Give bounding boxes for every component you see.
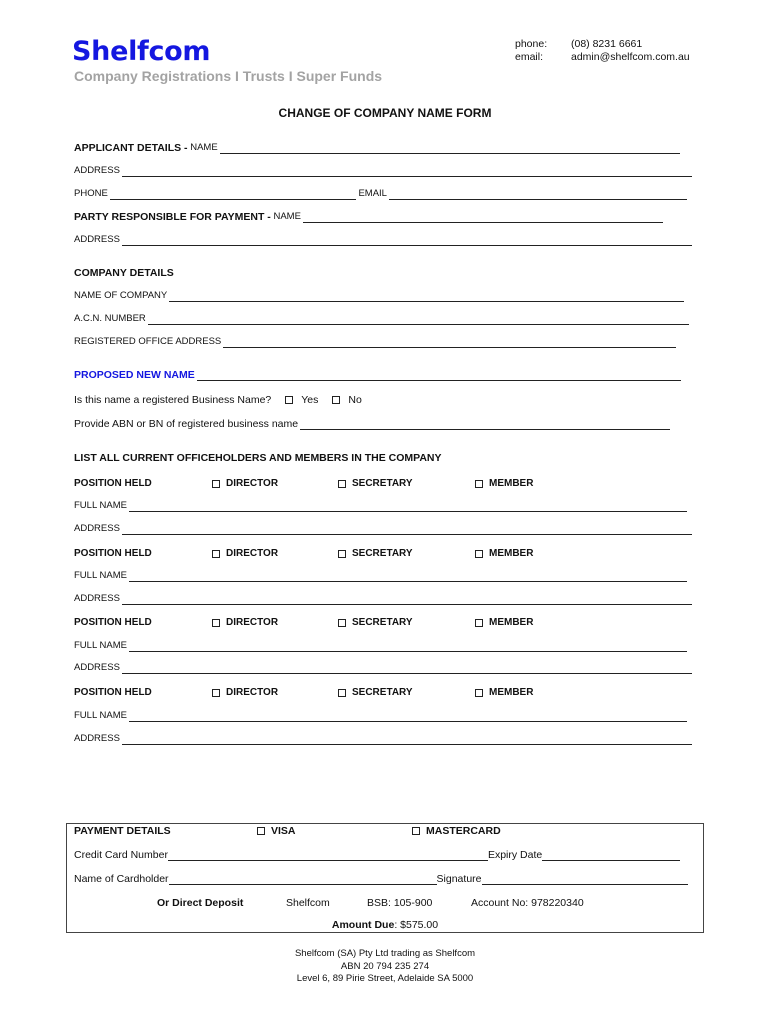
applicant-email-label: EMAIL	[358, 188, 387, 199]
officeholder-1-name-row	[74, 500, 687, 512]
proposed-name-heading: PROPOSED NEW NAME	[74, 369, 195, 381]
applicant-address-label: ADDRESS	[74, 165, 120, 176]
payer-address-field[interactable]	[122, 235, 692, 246]
full-name-label: FULL NAME	[74, 640, 127, 651]
expiry-field[interactable]	[542, 850, 680, 861]
cardholder-label: Name of Cardholder	[74, 873, 169, 885]
contact-block	[515, 38, 690, 64]
no-option[interactable]	[332, 394, 361, 406]
payer-heading: PARTY RESPONSIBLE FOR PAYMENT -	[74, 211, 271, 223]
position-held-label: POSITION HELD	[74, 548, 152, 559]
member-label: MEMBER	[489, 687, 534, 698]
full-name-label: FULL NAME	[74, 500, 127, 511]
secretary-checkbox[interactable]	[338, 550, 346, 558]
payer-name-field[interactable]	[303, 212, 663, 223]
visa-checkbox[interactable]	[257, 827, 265, 835]
applicant-name-field[interactable]	[220, 143, 680, 154]
yes-label: Yes	[301, 394, 319, 406]
address-label: ADDRESS	[74, 662, 120, 673]
secretary-option[interactable]	[338, 617, 413, 628]
abn-field[interactable]	[300, 419, 670, 430]
card-number-label: Credit Card Number	[74, 849, 168, 861]
abn-row	[74, 418, 670, 430]
applicant-name-label: NAME	[190, 142, 218, 153]
member-label: MEMBER	[489, 548, 534, 559]
applicant-email-field[interactable]	[389, 189, 687, 200]
brand-tagline: Company Registrations I Trusts I Super Funds	[74, 68, 383, 84]
director-label: DIRECTOR	[226, 548, 279, 559]
no-checkbox[interactable]	[332, 396, 340, 404]
acn-field[interactable]	[148, 314, 689, 325]
member-option[interactable]	[475, 617, 533, 628]
secretary-option[interactable]	[338, 548, 413, 559]
footer-company: Shelfcom (SA) Pty Ltd trading as Shelfcom	[294, 948, 476, 959]
secretary-label: SECRETARY	[352, 478, 413, 489]
full-name-label: FULL NAME	[74, 710, 127, 721]
deposit-account-number: Account No: 978220340	[471, 897, 584, 909]
member-label: MEMBER	[489, 478, 534, 489]
position-held-label: POSITION HELD	[74, 478, 152, 489]
officeholder-4-name-field[interactable]	[129, 711, 687, 722]
secretary-option[interactable]	[338, 478, 413, 489]
member-checkbox[interactable]	[475, 550, 483, 558]
secretary-checkbox[interactable]	[338, 480, 346, 488]
director-checkbox[interactable]	[212, 550, 220, 558]
member-label: MEMBER	[489, 617, 534, 628]
expiry-label: Expiry Date	[487, 849, 543, 861]
officeholder-3-name-field[interactable]	[129, 641, 687, 652]
member-option[interactable]	[475, 687, 533, 698]
officeholder-1-address-row	[74, 523, 692, 535]
cardholder-field[interactable]	[169, 874, 437, 885]
cardholder-row	[74, 873, 688, 885]
direct-deposit-label: Or Direct Deposit	[157, 897, 244, 909]
address-label: ADDRESS	[74, 593, 120, 604]
director-option[interactable]	[212, 687, 278, 698]
officeholder-3-name-row	[74, 640, 687, 652]
mastercard-option[interactable]	[412, 825, 501, 837]
brand-logo: Shelfcom	[72, 36, 211, 67]
applicant-heading: APPLICANT DETAILS -	[74, 142, 188, 154]
member-option[interactable]	[475, 478, 533, 489]
officeholders-heading: LIST ALL CURRENT OFFICEHOLDERS AND MEMBERS IN THE COMPANY	[74, 452, 442, 464]
director-label: DIRECTOR	[226, 617, 279, 628]
applicant-name-row	[74, 142, 680, 154]
email-value: admin@shelfcom.com.au	[571, 51, 690, 63]
applicant-address-row	[74, 165, 692, 177]
officeholder-3-address-row	[74, 662, 692, 674]
director-checkbox[interactable]	[212, 689, 220, 697]
email-label: email:	[515, 51, 544, 63]
officeholder-2-name-row	[74, 570, 687, 582]
visa-label: VISA	[271, 825, 296, 837]
officeholder-2-name-field[interactable]	[129, 571, 687, 582]
secretary-option[interactable]	[338, 687, 413, 698]
deposit-bsb: BSB: 105-900	[367, 897, 433, 909]
footer-address: Level 6, 89 Pirie Street, Adelaide SA 5000	[296, 973, 474, 984]
payer-address-label: ADDRESS	[74, 234, 120, 245]
mastercard-label: MASTERCARD	[426, 825, 501, 837]
signature-label: Signature	[436, 873, 482, 885]
yes-checkbox[interactable]	[285, 396, 293, 404]
payer-address-row	[74, 234, 692, 246]
member-option[interactable]	[475, 548, 533, 559]
payer-name-row	[74, 211, 663, 223]
phone-label: phone:	[515, 38, 548, 50]
position-held-label: POSITION HELD	[74, 687, 152, 698]
director-option[interactable]	[212, 548, 278, 559]
proposed-name-row	[74, 369, 681, 381]
officeholder-2-address-field[interactable]	[122, 594, 692, 605]
acn-row	[74, 313, 689, 325]
officeholder-4-address-row	[74, 733, 692, 745]
secretary-label: SECRETARY	[352, 687, 413, 698]
officeholder-4-address-field[interactable]	[122, 734, 692, 745]
applicant-phone-label: PHONE	[74, 188, 108, 199]
address-label: ADDRESS	[74, 523, 120, 534]
officeholder-4-position-row	[74, 687, 694, 700]
officeholder-2-address-row	[74, 593, 692, 605]
officeholder-4-name-row	[74, 710, 687, 722]
payment-box	[66, 823, 704, 933]
secretary-label: SECRETARY	[352, 617, 413, 628]
company-heading: COMPANY DETAILS	[74, 267, 174, 279]
company-name-field[interactable]	[169, 291, 684, 302]
abn-label: Provide ABN or BN of registered business name	[74, 418, 299, 430]
member-checkbox[interactable]	[475, 619, 483, 627]
company-name-label: NAME OF COMPANY	[74, 290, 168, 301]
director-checkbox[interactable]	[212, 480, 220, 488]
payment-heading: PAYMENT DETAILS	[74, 825, 171, 837]
director-label: DIRECTOR	[226, 478, 279, 489]
business-name-question-row	[74, 394, 362, 406]
proposed-name-field[interactable]	[197, 370, 681, 381]
registered-office-label: REGISTERED OFFICE ADDRESS	[74, 336, 222, 347]
footer	[0, 948, 770, 986]
applicant-contact-row	[74, 188, 687, 200]
visa-option[interactable]	[257, 825, 296, 837]
registered-office-row	[74, 336, 676, 348]
director-option[interactable]	[212, 478, 278, 489]
officeholder-2-position-row	[74, 548, 694, 561]
applicant-address-field[interactable]	[122, 166, 692, 177]
form-title: CHANGE OF COMPANY NAME FORM	[278, 106, 492, 120]
applicant-phone-field[interactable]	[110, 189, 356, 200]
business-name-question: Is this name a registered Business Name?	[74, 394, 272, 406]
amount-due-value: : $575.00	[394, 919, 439, 931]
director-label: DIRECTOR	[226, 687, 279, 698]
officeholder-3-address-field[interactable]	[122, 663, 692, 674]
deposit-account-name: Shelfcom	[286, 897, 330, 909]
company-name-row	[74, 290, 684, 302]
registered-office-field[interactable]	[223, 337, 676, 348]
officeholder-1-name-field[interactable]	[129, 501, 687, 512]
acn-label: A.C.N. NUMBER	[74, 313, 146, 324]
footer-abn: ABN 20 794 235 274	[340, 960, 430, 972]
officeholder-1-position-row	[74, 478, 694, 491]
secretary-checkbox[interactable]	[338, 689, 346, 697]
payer-name-label: NAME	[273, 211, 301, 222]
mastercard-checkbox[interactable]	[412, 827, 420, 835]
amount-due-label: Amount Due	[331, 919, 395, 931]
secretary-label: SECRETARY	[352, 548, 413, 559]
yes-option[interactable]	[285, 394, 318, 406]
card-number-field[interactable]	[168, 850, 488, 861]
no-label: No	[348, 394, 362, 406]
director-checkbox[interactable]	[212, 619, 220, 627]
member-checkbox[interactable]	[475, 480, 483, 488]
phone-value: (08) 8231 6661	[571, 38, 643, 50]
officeholder-1-address-field[interactable]	[122, 524, 692, 535]
card-number-row	[74, 849, 680, 861]
amount-due-row	[67, 919, 703, 931]
secretary-checkbox[interactable]	[338, 619, 346, 627]
signature-field[interactable]	[482, 874, 688, 885]
officeholder-3-position-row	[74, 617, 694, 630]
full-name-label: FULL NAME	[74, 570, 127, 581]
position-held-label: POSITION HELD	[74, 617, 152, 628]
address-label: ADDRESS	[74, 733, 120, 744]
director-option[interactable]	[212, 617, 278, 628]
member-checkbox[interactable]	[475, 689, 483, 697]
